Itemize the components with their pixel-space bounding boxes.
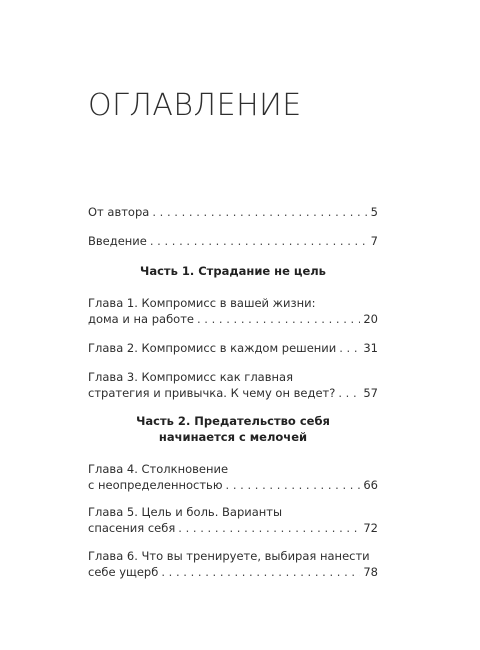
- toc-page-number: 31: [363, 341, 378, 355]
- toc-entry-label-continued: с неопределенностью: [88, 477, 223, 492]
- toc-entry-label: Глава 2. Компромисс в каждом решении: [88, 341, 337, 355]
- dot-leader: [226, 478, 361, 494]
- part-1-title: Часть 1. Страдание не цель: [140, 264, 326, 278]
- toc-entry-chapter-6[interactable]: [88, 549, 378, 580]
- toc-entry-label-continued: стратегия и привычка. К чему он ведет?: [88, 385, 336, 400]
- dot-leader: [338, 386, 360, 402]
- toc-entry-label: От автора: [88, 205, 150, 219]
- toc-entry-author[interactable]: [88, 205, 378, 221]
- toc-entry-chapter-3[interactable]: [88, 370, 378, 401]
- toc-entry-label: Глава 3. Компромисс как главная: [88, 370, 293, 384]
- toc-page-number: 78: [363, 564, 378, 579]
- toc-entry-chapter-4[interactable]: [88, 462, 378, 493]
- toc-page-number: 20: [363, 311, 378, 326]
- toc-page-number: 57: [363, 385, 378, 400]
- toc-page-number: 5: [370, 205, 378, 219]
- page-title: ОГЛАВЛЕНИЕ: [88, 88, 302, 123]
- part-2-title-line-1: Часть 2. Предательство себя: [136, 414, 330, 428]
- toc-entry-label: Введение: [88, 234, 147, 248]
- dot-leader: [197, 312, 360, 328]
- toc-entry-label-continued: спасения себя: [88, 520, 176, 535]
- toc-page-number: 66: [363, 477, 378, 492]
- toc-entry-label: Глава 4. Столкновение: [88, 462, 229, 476]
- dot-leader: [161, 565, 360, 581]
- dot-leader: [178, 521, 360, 537]
- toc-entry-chapter-2[interactable]: [88, 341, 378, 357]
- dot-leader: [339, 341, 360, 357]
- dot-leader: [152, 205, 367, 221]
- part-2-title: [88, 414, 378, 445]
- part-2-title-line-2: начинается с мелочей: [158, 429, 308, 444]
- toc-page-number: 72: [363, 520, 378, 535]
- toc-entry-label: Глава 1. Компромисс в вашей жизни:: [88, 296, 316, 310]
- toc-entry-chapter-5[interactable]: [88, 505, 378, 536]
- toc-entry-label-continued: дома и на работе: [88, 311, 194, 326]
- toc-entry-label: Глава 6. Что вы тренируете, выбирая нанести: [88, 549, 370, 563]
- toc-entry-label-continued: себе ущерб: [88, 564, 159, 579]
- toc-page-number: 7: [370, 234, 378, 248]
- toc-entry-intro[interactable]: [88, 234, 378, 250]
- toc-entry-chapter-1[interactable]: [88, 296, 378, 327]
- dot-leader: [150, 234, 368, 250]
- toc-entry-label: Глава 5. Цель и боль. Варианты: [88, 505, 283, 519]
